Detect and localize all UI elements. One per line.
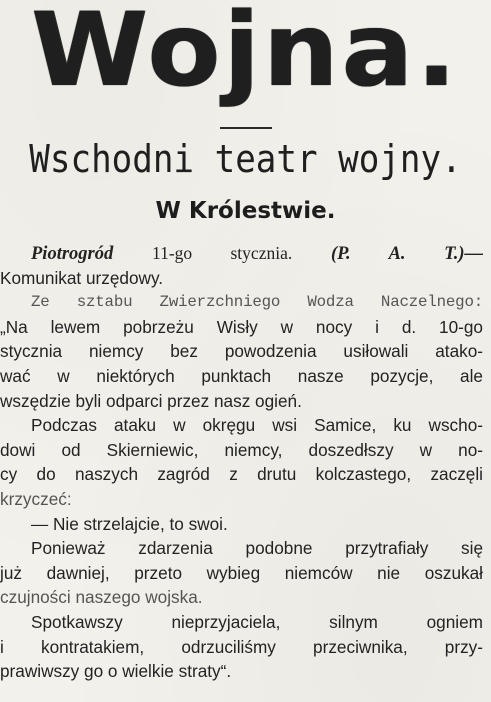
article-line: „Na lewem pobrzeżu Wisły w nocy i d. 10-go	[0, 316, 483, 337]
article-line: dowi od Skierniewic, niemcy, doszedłszy w no-	[0, 439, 483, 460]
article-line: Komunikat urzędowy.	[0, 267, 164, 288]
section-title: Wschodni teatr wojny.	[29, 137, 462, 181]
masthead	[0, 0, 491, 110]
dateline-place: Piotrogród	[31, 244, 114, 264]
article-line: Spotkawszy nieprzyjaciela, silnym ogniem	[31, 611, 483, 632]
article-line: wać w niektórych punktach nasze pozycje, ale	[0, 365, 483, 386]
dateline-agency: (P. A. T.)—	[330, 244, 483, 264]
article-line: cy do naszych zagród z drutu kolczastego, zaczęli	[0, 464, 483, 485]
article-line: i kontratakiem, odrzuciliśmy przeciwnika, przy-	[0, 636, 483, 657]
article-line: już dawniej, przeto wybieg niemców nie oszukał	[0, 562, 483, 583]
divider-rule	[220, 127, 272, 129]
article-line: Ponieważ zdarzenia podobne przytrafiały się	[31, 538, 483, 559]
dateline	[31, 241, 483, 266]
article-line: krzyczeć:	[0, 488, 72, 509]
article-body	[0, 241, 483, 684]
dateline-date: 11-go stycznia.	[151, 243, 293, 263]
article-line: Podczas ataku w okręgu wsi Samice, ku wscho-	[31, 415, 483, 436]
article-line: Ze sztabu Zwierzchniego Wodza Naczelnego:	[31, 293, 483, 312]
article-line: prawiwszy go o wielkie straty“.	[0, 661, 232, 682]
article-line: wszędzie byli odparci przez nasz ogień.	[0, 390, 302, 411]
subsection-title: W Królestwie.	[155, 198, 336, 224]
article-line: — Nie strzelajcie, to swoi.	[31, 513, 228, 534]
article-line: stycznia niemcy bez powodzenia usiłowali atako-	[0, 341, 483, 362]
masthead-title: Wojna.	[31, 0, 460, 110]
article-line: czujności naszego wojska.	[0, 587, 203, 608]
